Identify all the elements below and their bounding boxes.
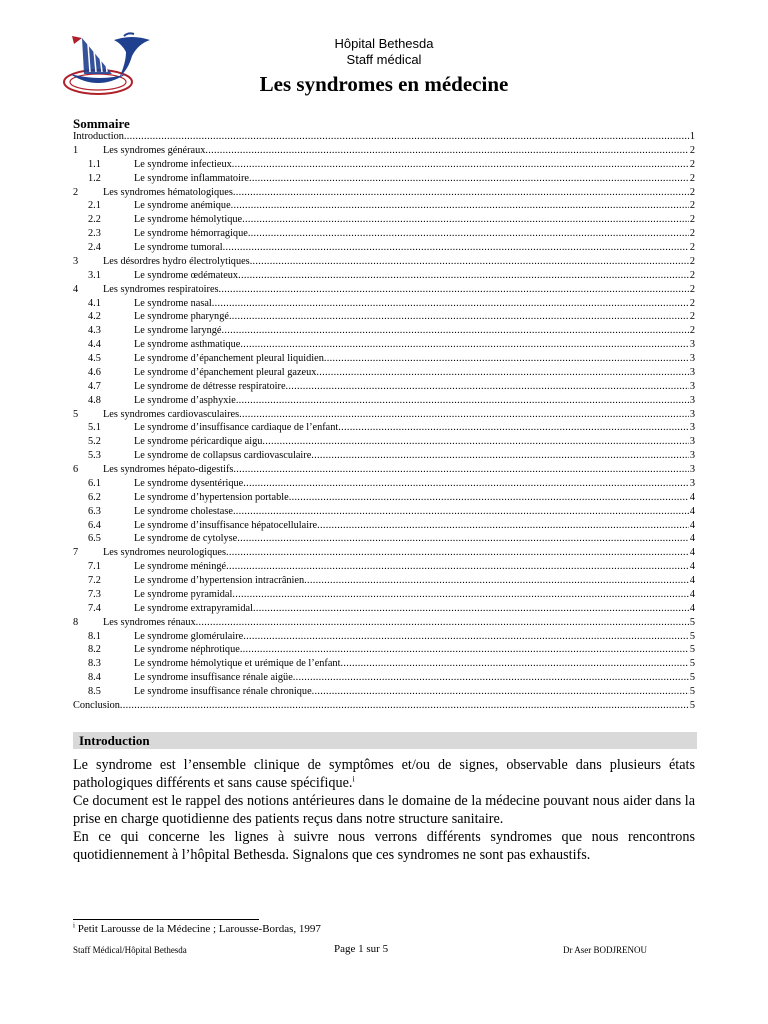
toc-leader-dots [243,477,689,491]
toc-leader-dots [242,213,689,227]
toc-entry[interactable] [73,657,695,671]
toc-entry-label: Le syndrome d’asphyxie [134,394,236,406]
toc-entry-label: Le syndrome dysentérique [134,477,244,489]
toc-leader-dots [120,699,689,713]
toc-entry[interactable] [73,435,695,449]
table-of-contents [73,130,695,713]
toc-leader-dots [240,643,689,657]
toc-entry-number: 8.1 [88,630,101,642]
toc-entry-page: 2 [689,311,695,323]
toc-entry-number: 6.5 [88,533,101,545]
toc-entry-label: Le syndrome de détresse respiratoire [134,380,286,392]
toc-leader-dots [232,158,689,172]
toc-entry[interactable] [73,172,695,186]
toc-leader-dots [196,616,689,630]
toc-entry-label: Le syndrome d’épanchement pleural liquidien [134,353,324,364]
toc-entry[interactable] [73,519,695,533]
toc-entry[interactable] [73,255,695,269]
toc-leader-dots [240,338,688,352]
toc-entry[interactable] [73,685,695,699]
toc-leader-dots [243,630,689,644]
toc-leader-dots [340,657,688,671]
toc-entry[interactable] [73,699,695,713]
toc-entry-label: Le syndrome œdémateux [134,269,239,281]
toc-entry-label: Conclusion [73,699,120,711]
intro-paragraph-1: Le syndrome est l’ensemble clinique de symptômes et/ou de signes, observable dans plusieurs états pathologiques différents et sans cause spécifique.$^i$ [73,757,695,791]
toc-entry-label: Le syndrome d’insuffisance hépatocellulaire [134,519,318,531]
toc-entry-label: Le syndrome hémolytique et urémique de l’enfant [134,658,341,670]
toc-entry-label: Les syndromes hématologiques [103,186,233,198]
toc-entry[interactable] [73,532,695,546]
toc-entry[interactable] [73,505,695,519]
toc-entry-page: 5 [689,686,695,697]
toc-entry-page: 2 [689,269,695,281]
toc-entry-label: Les syndromes généraux [103,144,206,156]
toc-entry[interactable] [73,283,695,297]
intro-heading: Introduction [79,733,150,748]
toc-entry-number: 1 [73,144,79,156]
toc-leader-dots [311,449,689,463]
toc-entry-page: 3 [689,394,695,406]
toc-entry-page: 5 [689,699,695,711]
toc-leader-dots [233,505,689,519]
intro-body [73,756,695,864]
toc-entry-page: 3 [689,408,695,420]
toc-entry-label: Le syndrome péricardique aigu [134,436,263,448]
toc-entry[interactable] [73,546,695,560]
toc-entry-page: 3 [689,422,695,434]
toc-entry-number: 7 [73,547,79,559]
toc-leader-dots [226,560,689,574]
toc-entry[interactable] [73,421,695,435]
toc-entry-page: 5 [689,630,695,642]
toc-leader-dots [238,269,689,283]
toc-leader-dots [229,310,689,324]
toc-entry[interactable] [73,602,695,616]
toc-entry-number: 5.3 [88,450,101,462]
toc-leader-dots [253,602,689,616]
intro-heading-band [73,732,697,749]
toc-entry-number: 6.3 [88,505,101,517]
toc-entry-label: Le syndrome de collapsus cardiovasculaire [134,450,312,462]
toc-leader-dots [250,255,689,269]
toc-entry-number: 2.1 [88,200,101,212]
toc-entry-number: 3 [73,255,79,267]
intro-paragraph-2: Ce document est le rappel des notions antérieures dans le domaine de la médecine pouvant nous aider dans la prise en charge quotidienne des patients reçus dans notre structure sanitaire. [73,793,695,827]
toc-leader-dots [239,408,689,422]
toc-entry-label: Le syndrome d’hypertension portable [134,491,289,503]
toc-entry-number: 5.1 [88,422,101,434]
footnote-rule [73,919,259,920]
toc-entry[interactable] [73,491,695,505]
footer-left: Staff Médical/Hôpital Bethesda [73,945,187,955]
toc-entry-number: 6.1 [88,477,101,489]
toc-entry-number: 7.3 [88,588,101,600]
toc-entry-page: 5 [689,616,695,628]
toc-entry[interactable] [73,269,695,283]
toc-entry-page: 4 [689,602,695,614]
toc-entry-page: 2 [689,325,695,337]
toc-entry-page: 3 [689,366,695,378]
toc-entry-label: Le syndrome infectieux [134,158,232,170]
toc-entry[interactable] [73,158,695,172]
toc-entry-page: 2 [689,172,695,184]
toc-entry-number: 5.2 [88,436,101,448]
toc-leader-dots [237,532,689,546]
toc-entry-label: Le syndrome anémique [134,200,231,212]
toc-entry-page: 2 [689,255,695,267]
toc-leader-dots [233,186,689,200]
toc-entry-label: Le syndrome inflammatoire [134,172,249,184]
toc-entry-number: 2.3 [88,228,101,240]
toc-leader-dots [205,144,688,158]
toc-leader-dots [231,199,689,213]
toc-entry-page: 2 [689,186,695,198]
toc-entry[interactable] [73,297,695,311]
toc-leader-dots [317,519,689,533]
toc-entry[interactable] [73,408,695,422]
toc-entry-number: 2.2 [88,214,101,226]
toc-leader-dots [219,283,689,297]
toc-entry-label: Le syndrome néphrotique [134,644,240,656]
toc-entry[interactable] [73,574,695,588]
toc-entry-label: Les syndromes neurologiques [103,547,226,559]
toc-entry[interactable] [73,186,695,200]
toc-entry-label: Les syndromes cardiovasculaires [103,408,240,420]
toc-entry[interactable] [73,630,695,644]
toc-entry[interactable] [73,560,695,574]
header-staff: Staff médical [346,52,422,67]
toc-entry-page: 4 [689,533,695,545]
toc-entry-label: Le syndrome d’épanchement pleural gazeux [134,366,317,378]
toc-leader-dots [124,130,689,144]
page-title: Les syndromes en médecine [259,72,509,96]
toc-entry-number: 4.5 [88,353,101,364]
toc-entry-page: 2 [689,144,695,156]
toc-leader-dots [223,241,689,255]
toc-entry-label: Le syndrome de cytolyse [134,533,238,545]
toc-entry-number: 7.1 [88,561,101,573]
toc-entry[interactable] [73,324,695,338]
toc-entry-label: Le syndrome pyramidal [134,588,233,600]
intro-paragraph-3: En ce qui concerne les lignes à suivre nous verrons différents syndromes que nous rencontrons quotidiennement à l’hôpital Bethesda. Signalons que ces syndromes ne sont pas exhaustifs. [73,829,695,863]
footer-author: Dr Aser BODJRENOU [563,945,647,955]
toc-entry-label: Le syndrome insuffisance rénale chronique [134,686,312,697]
toc-entry-number: 6.2 [88,491,101,503]
toc-entry-page: 2 [689,228,695,240]
toc-entry[interactable] [73,338,695,352]
toc-entry-number: 8 [73,616,79,628]
toc-entry-page: 5 [689,672,695,684]
toc-entry-number: 4.1 [88,297,101,309]
toc-entry-label: Le syndrome pharyngé [134,311,229,323]
toc-entry-number: 4.6 [88,366,101,378]
toc-entry[interactable] [73,213,695,227]
toc-entry-label: Le syndrome tumoral [134,242,223,253]
toc-entry-label: Le syndrome extrapyramidal [134,602,253,614]
toc-entry-number: 2 [73,186,79,198]
toc-entry-label: Le syndrome cholestase [134,505,233,517]
toc-entry[interactable] [73,477,695,491]
toc-entry-page: 4 [689,561,695,573]
toc-entry-number: 7.4 [88,602,101,614]
toc-entry-number: 8.5 [88,686,101,697]
toc-leader-dots [233,463,688,477]
footnote: $^i$ Petit Larousse de la Médecine ; Larousse-Bordas, 1997 [73,921,321,935]
toc-entry-number: 8.4 [88,672,101,684]
toc-entry-page: 2 [689,283,695,295]
toc-entry-page: 2 [689,297,695,309]
toc-entry-page: 4 [689,588,695,600]
header-hospital: Hôpital Bethesda [334,36,434,51]
footer-page-number: Page 1 sur 5 [334,943,389,955]
toc-entry-label: Le syndrome laryngé [134,325,222,337]
toc-entry-label: Le syndrome asthmatique [134,339,241,351]
toc-entry-number: 8.2 [88,644,101,656]
toc-entry-page: 5 [689,644,695,656]
toc-entry-number: 5 [73,408,79,420]
toc-entry-page: 2 [689,242,695,253]
toc-entry-page: 1 [689,131,695,142]
toc-leader-dots [222,324,689,338]
toc-leader-dots [232,588,688,602]
toc-entry-label: Les syndromes respiratoires [103,283,219,295]
toc-leader-dots [226,546,689,560]
toc-entry[interactable] [73,310,695,324]
toc-entry[interactable] [73,671,695,685]
toc-entry-number: 7.2 [88,575,101,586]
toc-entry[interactable] [73,463,695,477]
toc-entry[interactable] [73,227,695,241]
toc-entry-number: 4 [73,283,79,295]
toc-entry-label: Le syndrome hémolytique [134,214,243,226]
toc-entry-page: 3 [689,464,695,475]
toc-leader-dots [338,421,689,435]
toc-entry-page: 4 [689,519,695,531]
toc-leader-dots [289,491,689,505]
toc-entry[interactable] [73,130,695,144]
toc-entry-number: 4.7 [88,380,101,392]
toc-entry-number: 4.3 [88,325,101,337]
toc-entry-page: 3 [689,380,695,392]
toc-entry-number: 6.4 [88,519,101,531]
toc-entry-page: 4 [689,491,695,503]
toc-entry-page: 2 [689,200,695,212]
toc-entry-number: 8.3 [88,658,101,670]
toc-entry-page: 3 [689,436,695,448]
toc-entry[interactable] [73,616,695,630]
toc-entry[interactable] [73,449,695,463]
toc-entry-number: 1.2 [88,172,101,184]
toc-leader-dots [324,352,689,366]
toc-leader-dots [249,172,689,186]
toc-leader-dots [212,297,689,311]
footnote-ref[interactable]: i [352,774,355,784]
toc-entry-page: 4 [689,547,695,559]
toc-entry-number: 4.4 [88,339,101,351]
toc-entry-page: 2 [689,214,695,226]
toc-entry-page: 2 [689,158,695,170]
toc-entry-label: Le syndrome d’hypertension intracrânien [134,575,305,586]
toc-entry[interactable] [73,394,695,408]
toc-entry[interactable] [73,352,695,366]
toc-entry-label: Le syndrome insuffisance rénale aigüe [134,672,293,684]
toc-entry-page: 4 [689,505,695,517]
toc-entry-page: 3 [689,353,695,364]
toc-entry[interactable] [73,643,695,657]
toc-entry[interactable] [73,144,695,158]
toc-leader-dots [312,685,689,699]
toc-leader-dots [304,574,689,588]
toc-entry-label: Les désordres hydro électrolytiques [103,255,250,267]
toc-entry-number: 4.8 [88,394,101,406]
toc-entry-number: 3.1 [88,269,101,281]
toc-entry-label: Le syndrome nasal [134,297,212,309]
toc-entry-page: 3 [689,477,695,489]
toc-entry-label: Le syndrome méningé [134,561,227,573]
toc-entry-page: 3 [689,339,695,351]
toc-leader-dots [236,394,689,408]
toc-entry-number: 4.2 [88,311,101,323]
toc-entry-number: 6 [73,464,79,475]
toc-entry-number: 2.4 [88,242,101,253]
toc-entry[interactable] [73,366,695,380]
toc-entry-label: Le syndrome hémorragique [134,228,248,240]
toc-entry-label: Les syndromes hépato-digestifs [103,464,234,475]
toc-entry-label: Le syndrome d’insuffisance cardiaque de l’enfant [134,422,339,434]
toc-entry[interactable] [73,380,695,394]
toc-leader-dots [262,435,688,449]
toc-entry-number: 1.1 [88,158,101,170]
toc-entry[interactable] [73,588,695,602]
toc-entry-label: Introduction [73,131,124,142]
toc-entry-label: Le syndrome glomérulaire [134,630,244,642]
toc-leader-dots [293,671,689,685]
toc-leader-dots [286,380,689,394]
toc-leader-dots [316,366,688,380]
toc-heading: Sommaire [73,116,130,131]
toc-entry-page: 4 [689,575,695,586]
toc-entry-page: 5 [689,658,695,670]
toc-leader-dots [248,227,689,241]
toc-entry[interactable] [73,199,695,213]
toc-entry-label: Les syndromes rénaux [103,616,196,628]
toc-entry[interactable] [73,241,695,255]
toc-entry-page: 3 [689,450,695,462]
